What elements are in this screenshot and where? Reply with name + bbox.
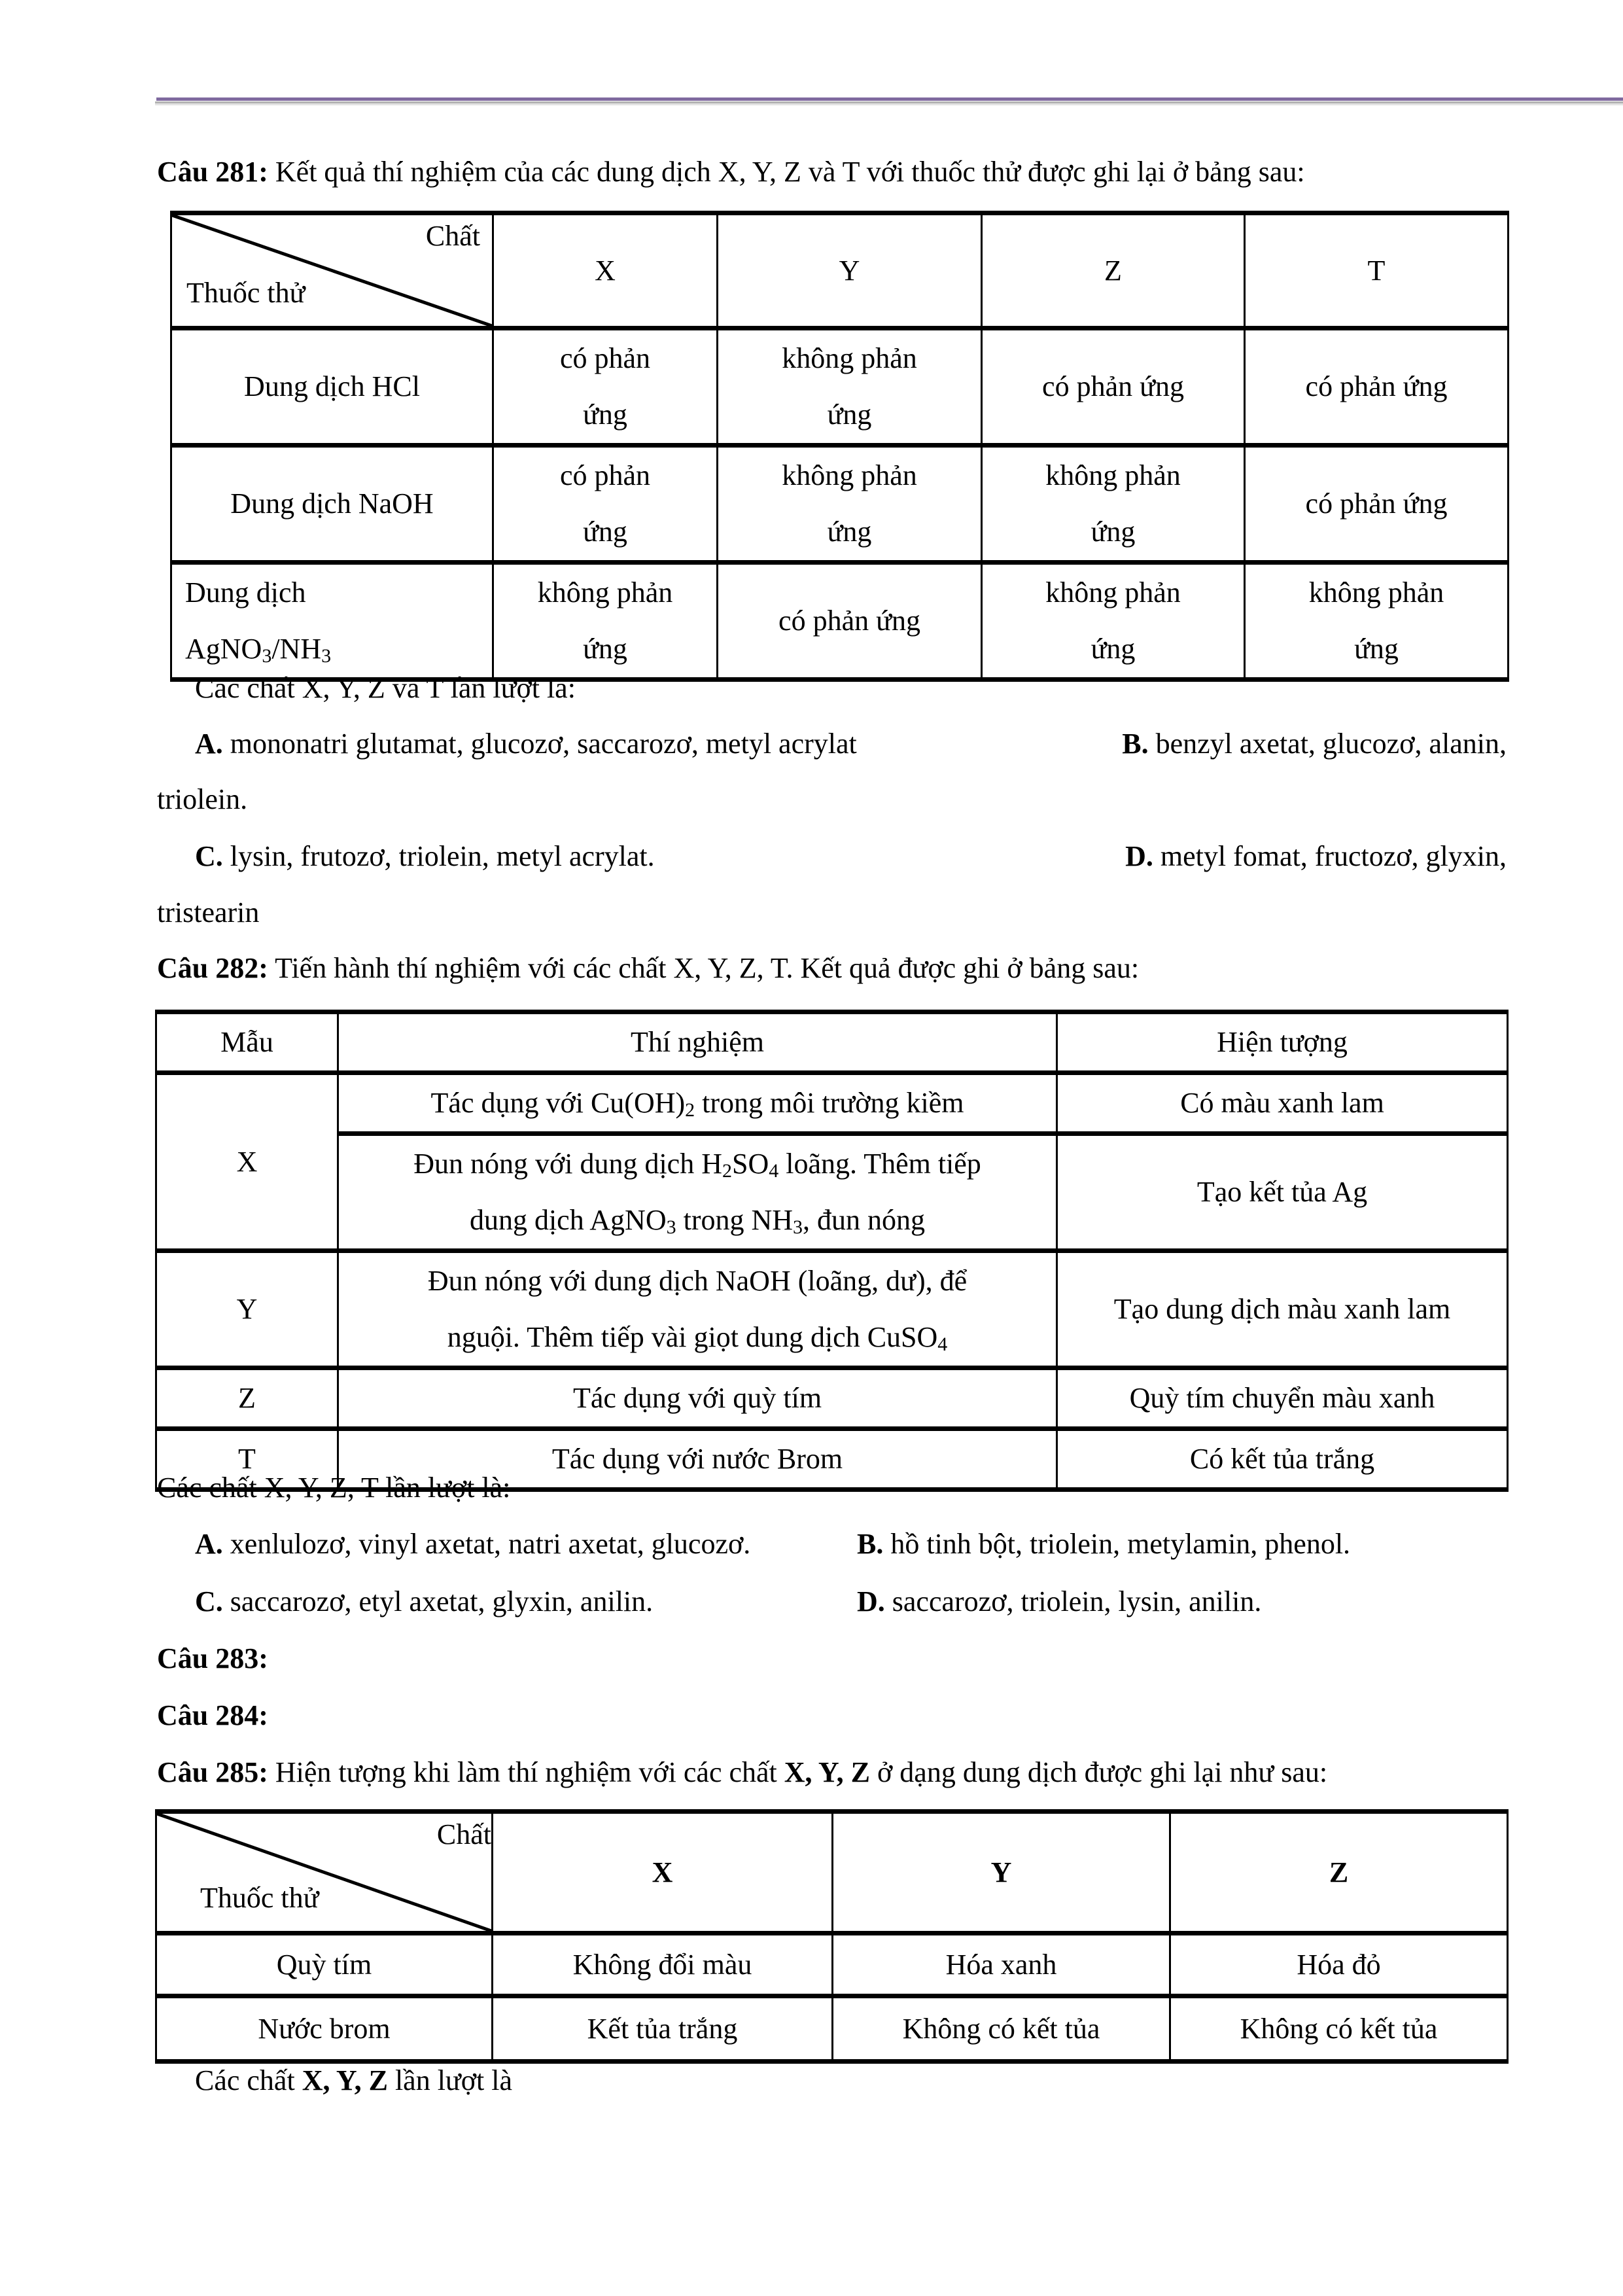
experiment-cell: Tác dụng với quỳ tím: [338, 1368, 1057, 1429]
header-rule: [156, 97, 1623, 101]
result-cell: Hóa đỏ: [1170, 1934, 1508, 1996]
phenomenon-cell: Có màu xanh lam: [1057, 1073, 1508, 1134]
column-header: Hiện tượng: [1057, 1012, 1508, 1073]
header-rule-shadow-light: [155, 103, 1623, 105]
question-label: Câu 282:: [157, 952, 268, 984]
table-row: [156, 1251, 1508, 1368]
experiment-cell: Tác dụng với nước Brom: [338, 1429, 1057, 1490]
question-281: [157, 152, 1305, 192]
option-b[interactable]: B. hồ tinh bột, triolein, metylamin, phenol.: [857, 1528, 1351, 1560]
table-row: [156, 1134, 1508, 1251]
answer-prompt: Các chất X, Y, Z lần lượt là: [195, 2064, 513, 2096]
column-header: Thí nghiệm: [338, 1012, 1057, 1073]
result-cell: có phản ứng: [1245, 328, 1509, 446]
experiment-cell: Đun nóng với dung dịch $H_2SO_4$ loãng. Thêm tiếp dung dịch AgNO$_3$ trong $NH_3$, đun nóng: [338, 1134, 1057, 1251]
options-row-ab: [195, 724, 1507, 764]
reagent-cell: Nước brom: [156, 1996, 493, 2062]
sample-cell: X: [156, 1073, 338, 1251]
question-285: Câu 285: Hiện tượng khi làm thí nghiệm với các chất X, Y, Z ở dạng dung dịch được ghi lại như sau:: [157, 1756, 1328, 1788]
phenomenon-cell: Quỳ tím chuyển màu xanh: [1057, 1368, 1508, 1429]
column-header: X: [493, 213, 718, 328]
table-row: [156, 1368, 1508, 1429]
phenomenon-cell: Tạo kết tủa Ag: [1057, 1134, 1508, 1251]
sample-cell: T: [156, 1429, 338, 1490]
corner-header-cell: [171, 213, 493, 328]
answer-prompt: Các chất X, Y, Z, T lần lượt là:: [157, 1472, 511, 1504]
reagent-cell: Quỳ tím: [156, 1934, 493, 1996]
table-row: [156, 1073, 1508, 1134]
result-cell: không phản ứng: [718, 446, 982, 563]
option-b[interactable]: B. benzyl axetat, glucozơ, alanin,: [1122, 728, 1507, 760]
column-header: T: [1245, 213, 1509, 328]
corner-top-label: Chất: [425, 220, 480, 252]
question-text: Kết quả thí nghiệm của các dung dịch X, Y, Z và T với thuốc thử được ghi lại ở bảng sau:: [275, 156, 1305, 188]
experiment-cell: Đun nóng với dung dịch NaOH (loãng, dư), để nguội. Thêm tiếp vài giọt dung dịch CuSO$_4$: [338, 1251, 1057, 1368]
option-a[interactable]: A. mononatri glutamat, glucozơ, saccarozơ, metyl acrylat: [195, 728, 857, 760]
options-row-cd: [195, 837, 1507, 876]
table-282: [155, 1010, 1509, 1492]
result-cell: có phản ứng: [982, 328, 1245, 446]
table-281: [170, 211, 1509, 682]
corner-header-cell: [156, 1812, 493, 1934]
question-label: Câu 281:: [157, 156, 268, 188]
question-282: [157, 949, 1139, 988]
result-cell: không phản ứng: [493, 563, 718, 680]
column-header: Z: [982, 213, 1245, 328]
option-d-continued: tristearin: [157, 896, 260, 928]
column-header: X: [493, 1812, 833, 1934]
table-285: [155, 1809, 1509, 2064]
result-cell: không phản ứng: [982, 446, 1245, 563]
reagent-cell: Dung dịch NaOH: [171, 446, 493, 563]
table-row: [156, 1934, 1508, 1996]
result-cell: Hóa xanh: [833, 1934, 1170, 1996]
result-cell: không phản ứng: [718, 328, 982, 446]
result-cell: có phản ứng: [1245, 446, 1509, 563]
result-cell: có phản ứng: [493, 328, 718, 446]
result-cell: Kết tủa trắng: [493, 1996, 833, 2062]
option-d[interactable]: D. metyl fomat, fructozơ, glyxin,: [1125, 840, 1507, 872]
result-cell: có phản ứng: [493, 446, 718, 563]
reagent-cell: Dung dịch $AgNO_3/NH_3$: [171, 563, 493, 680]
result-cell: Không đổi màu: [493, 1934, 833, 1996]
result-cell: có phản ứng: [718, 563, 982, 680]
question-text: Tiến hành thí nghiệm với các chất X, Y, Z, T. Kết quả được ghi ở bảng sau:: [275, 952, 1140, 984]
corner-top-label: Chất: [436, 1818, 491, 1850]
column-header: Mẫu: [156, 1012, 338, 1073]
phenomenon-cell: Tạo dung dịch màu xanh lam: [1057, 1251, 1508, 1368]
result-cell: không phản ứng: [982, 563, 1245, 680]
option-c[interactable]: C. saccarozơ, etyl axetat, glyxin, anilin.: [195, 1585, 654, 1617]
option-d[interactable]: D. saccarozơ, triolein, lysin, anilin.: [857, 1585, 1262, 1617]
option-b-continued: triolein.: [157, 783, 248, 815]
experiment-cell: Tác dụng với $Cu(OH)_2$ trong môi trường kiềm: [338, 1073, 1057, 1134]
table-row: [171, 328, 1509, 446]
result-cell: Không có kết tủa: [833, 1996, 1170, 2062]
table-row: [171, 563, 1509, 680]
corner-bottom-label: Thuốc thử: [186, 277, 305, 309]
result-cell: Không có kết tủa: [1170, 1996, 1508, 2062]
option-c[interactable]: C. lysin, frutozơ, triolein, metyl acrylat.: [195, 840, 655, 872]
question-284: Câu 284:: [157, 1699, 268, 1731]
column-header: Y: [833, 1812, 1170, 1934]
sample-cell: Y: [156, 1251, 338, 1368]
corner-bottom-label: Thuốc thử: [200, 1882, 319, 1914]
answer-prompt: Các chất X, Y, Z và T lần lượt là:: [195, 672, 576, 704]
column-header: Y: [718, 213, 982, 328]
phenomenon-cell: Có kết tủa trắng: [1057, 1429, 1508, 1490]
reagent-cell: Dung dịch HCl: [171, 328, 493, 446]
sample-cell: Z: [156, 1368, 338, 1429]
option-a[interactable]: A. xenlulozơ, vinyl axetat, natri axetat, glucozơ.: [195, 1528, 751, 1560]
question-283: Câu 283:: [157, 1642, 268, 1674]
table-row: [156, 1996, 1508, 2062]
question-label: Câu 285:: [157, 1756, 268, 1788]
column-header: Z: [1170, 1812, 1508, 1934]
result-cell: không phản ứng: [1245, 563, 1509, 680]
table-row: [171, 446, 1509, 563]
